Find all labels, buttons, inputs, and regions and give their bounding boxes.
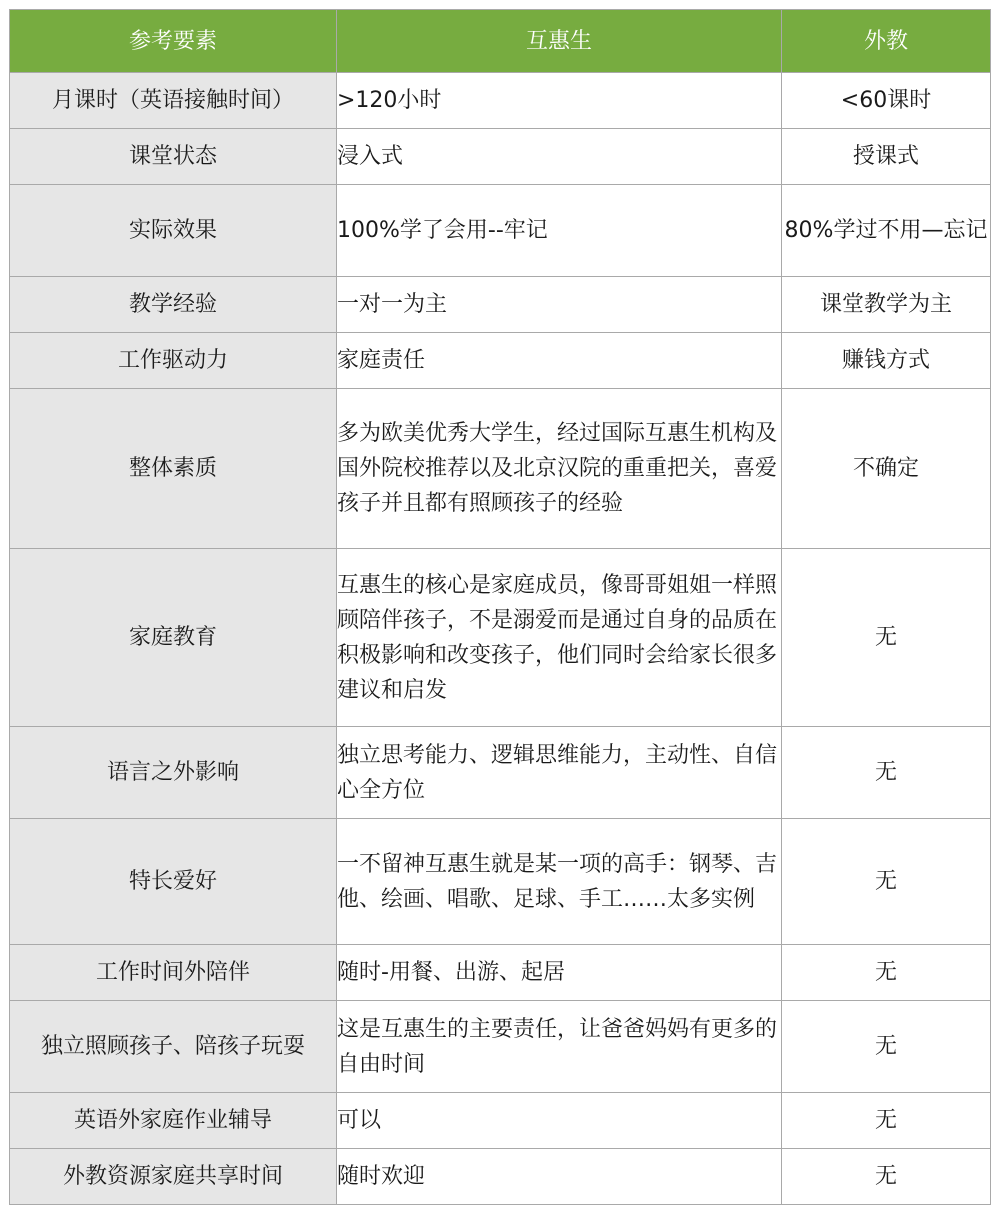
foreign-teacher-cell: 无 [782, 819, 991, 945]
table-row [10, 389, 991, 549]
foreign-teacher-cell: 无 [782, 727, 991, 819]
host-student-cell: 这是互惠生的主要责任，让爸爸妈妈有更多的自由时间 [337, 1001, 782, 1093]
foreign-teacher-cell: 课堂教学为主 [782, 277, 991, 333]
foreign-teacher-cell: 赚钱方式 [782, 333, 991, 389]
host-student-cell: 多为欧美优秀大学生，经过国际互惠生机构及国外院校推荐以及北京汉院的重重把关，喜爱孩子并且都有照顾孩子的经验 [337, 389, 782, 549]
factor-cell: 工作时间外陪伴 [10, 945, 337, 1001]
table-row [10, 727, 991, 819]
header-factor: 参考要素 [10, 10, 337, 73]
foreign-teacher-cell: 不确定 [782, 389, 991, 549]
table-row [10, 549, 991, 727]
factor-cell: 家庭教育 [10, 549, 337, 727]
host-student-cell: 互惠生的核心是家庭成员，像哥哥姐姐一样照顾陪伴孩子，不是溺爱而是通过自身的品质在积极影响和改变孩子，他们同时会给家长很多建议和启发 [337, 549, 782, 727]
comparison-table [9, 9, 991, 1205]
host-student-cell: 浸入式 [337, 129, 782, 185]
table-row [10, 1149, 991, 1205]
factor-cell: 实际效果 [10, 185, 337, 277]
host-student-cell: 100%学了会用--牢记 [337, 185, 782, 277]
comparison-table-container [9, 9, 991, 1205]
table-row [10, 73, 991, 129]
factor-cell: 工作驱动力 [10, 333, 337, 389]
foreign-teacher-cell: 80%学过不用—忘记 [782, 185, 991, 277]
header-host-student: 互惠生 [337, 10, 782, 73]
table-row [10, 1093, 991, 1149]
factor-cell: 语言之外影响 [10, 727, 337, 819]
table-row [10, 185, 991, 277]
table-row [10, 819, 991, 945]
factor-cell: 外教资源家庭共享时间 [10, 1149, 337, 1205]
table-row [10, 129, 991, 185]
host-student-cell: 可以 [337, 1093, 782, 1149]
table-row [10, 945, 991, 1001]
factor-cell: 月课时（英语接触时间） [10, 73, 337, 129]
host-student-cell: 随时欢迎 [337, 1149, 782, 1205]
host-student-cell: 一对一为主 [337, 277, 782, 333]
header-foreign-teacher: 外教 [782, 10, 991, 73]
host-student-cell: 随时-用餐、出游、起居 [337, 945, 782, 1001]
table-row [10, 1001, 991, 1093]
factor-cell: 特长爱好 [10, 819, 337, 945]
factor-cell: 课堂状态 [10, 129, 337, 185]
foreign-teacher-cell: 无 [782, 549, 991, 727]
host-student-cell: 家庭责任 [337, 333, 782, 389]
header-row [10, 10, 991, 73]
factor-cell: 独立照顾孩子、陪孩子玩耍 [10, 1001, 337, 1093]
foreign-teacher-cell: 无 [782, 1149, 991, 1205]
table-row [10, 277, 991, 333]
factor-cell: 教学经验 [10, 277, 337, 333]
host-student-cell: 一不留神互惠生就是某一项的高手：钢琴、吉他、绘画、唱歌、足球、手工……太多实例 [337, 819, 782, 945]
foreign-teacher-cell: 无 [782, 1093, 991, 1149]
table-row [10, 333, 991, 389]
host-student-cell: >120小时 [337, 73, 782, 129]
factor-cell: 整体素质 [10, 389, 337, 549]
foreign-teacher-cell: 授课式 [782, 129, 991, 185]
foreign-teacher-cell: 无 [782, 1001, 991, 1093]
foreign-teacher-cell: <60课时 [782, 73, 991, 129]
factor-cell: 英语外家庭作业辅导 [10, 1093, 337, 1149]
foreign-teacher-cell: 无 [782, 945, 991, 1001]
host-student-cell: 独立思考能力、逻辑思维能力，主动性、自信心全方位 [337, 727, 782, 819]
